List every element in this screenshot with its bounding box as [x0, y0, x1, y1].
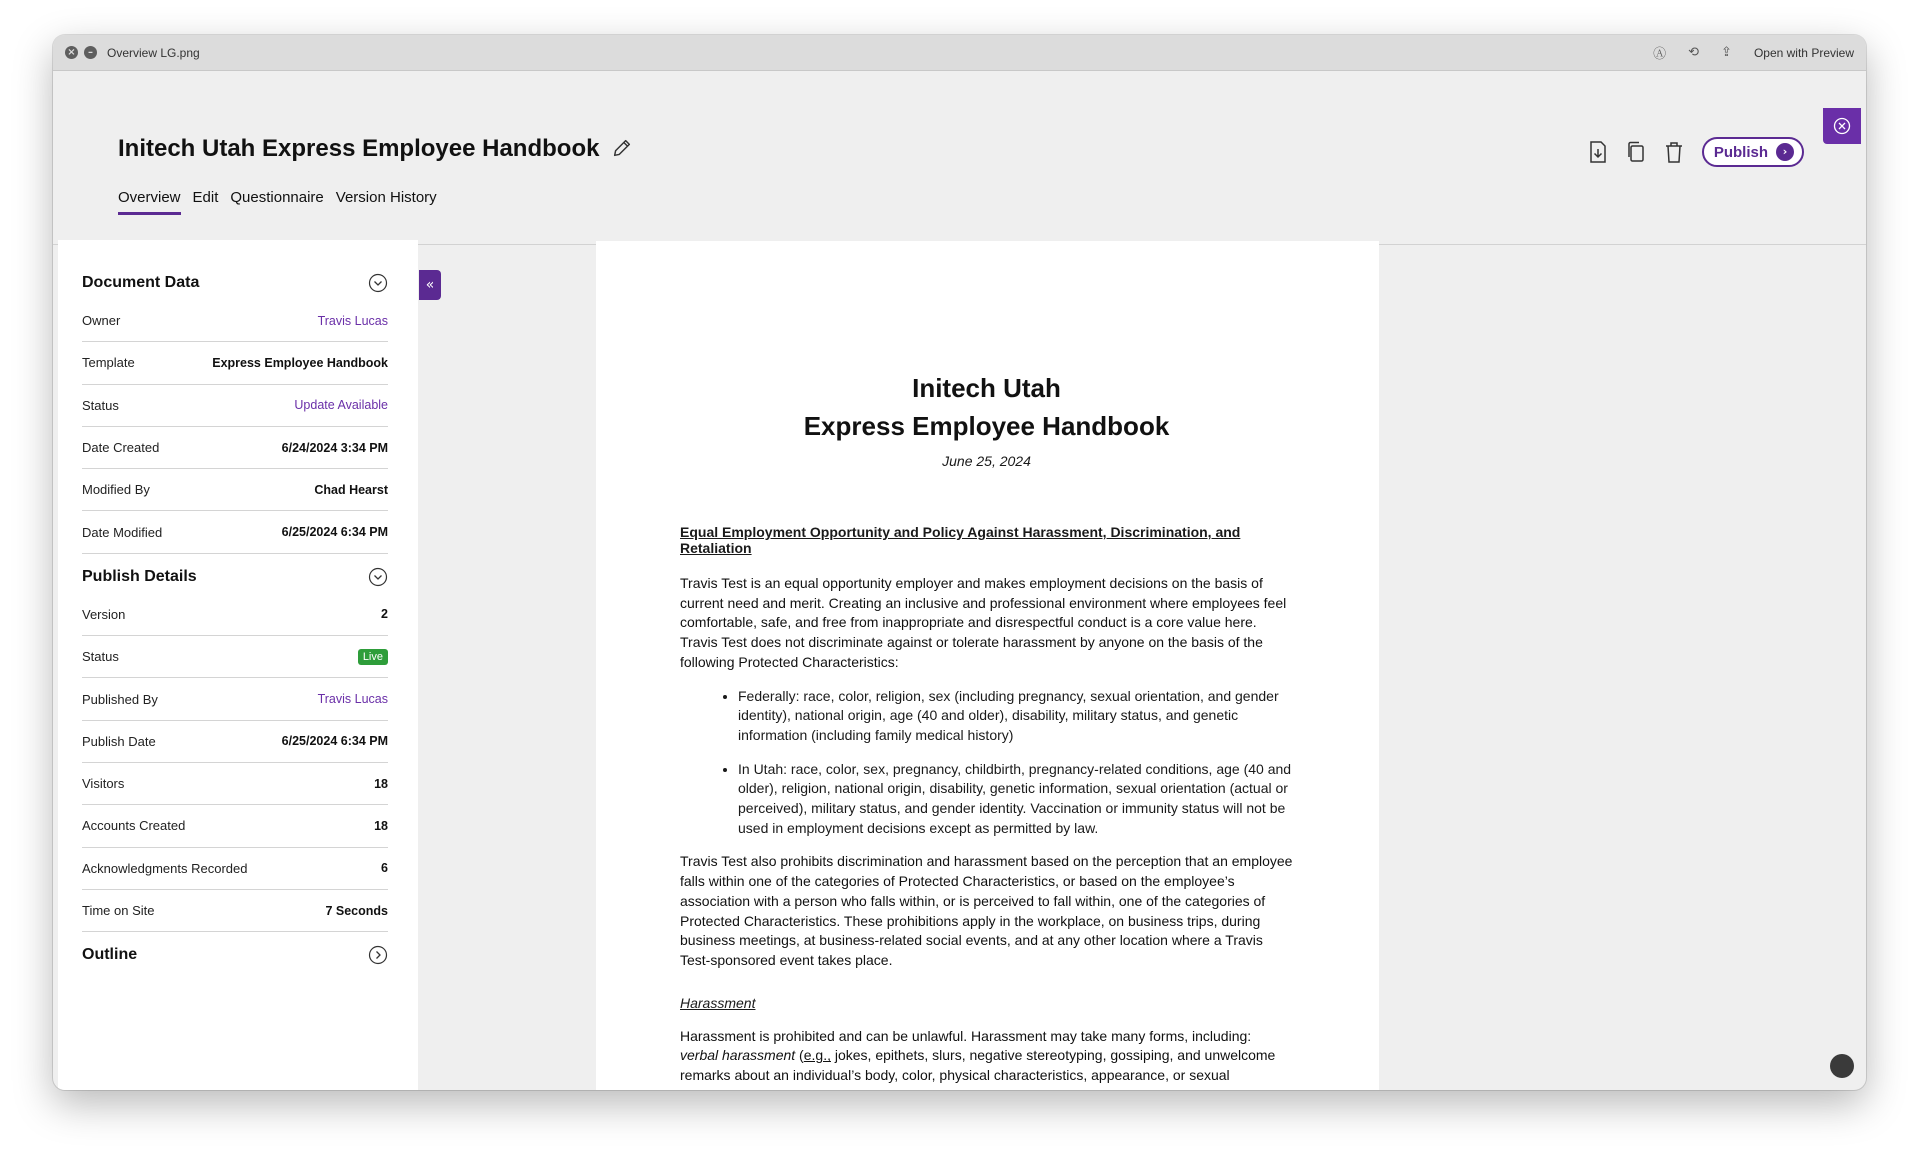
publish-details-header[interactable] — [82, 560, 388, 594]
row-value: 2 — [381, 607, 388, 622]
tab-version-history[interactable]: Version History — [335, 189, 437, 206]
data-row-template — [82, 342, 388, 384]
data-row-date-created — [82, 427, 388, 469]
close-window-icon[interactable]: × — [65, 46, 78, 59]
outline-title: Outline — [82, 946, 138, 964]
row-label: Status — [82, 397, 119, 413]
rotate-icon[interactable]: ⟲ — [1688, 45, 1700, 60]
row-value: Chad Hearst — [314, 482, 388, 497]
preview-paragraph — [680, 1027, 1293, 1086]
window-title: Overview LG.png — [107, 45, 200, 60]
preview-text: jokes, epithets, slurs, negative stereotyping, gossiping, and unwelcome remarks about an individual’s body, color, physical characteristics, appearance, or sexual — [680, 1047, 1276, 1084]
title-bar — [53, 35, 1866, 71]
data-row-status — [82, 385, 388, 427]
publish-row-publish-date — [82, 721, 388, 763]
row-label: Publish Date — [82, 733, 156, 749]
data-row-date-modified — [82, 511, 388, 553]
tab-questionnaire[interactable]: Questionnaire — [230, 189, 324, 206]
chevron-down-icon[interactable] — [368, 567, 388, 587]
row-label: Template — [82, 355, 135, 371]
row-value: Express Employee Handbook — [212, 355, 388, 370]
preview-title — [680, 369, 1293, 445]
tab-edit[interactable]: Edit — [192, 189, 219, 206]
preview-paragraph: Travis Test is an equal opportunity employer and makes employment decisions on the basis of current need and merit. Creating an inclusive and professional environment where employees feel comfortable, safe, and free from inappropriate and disrespectful conduct is a core value here. Travis Test does not discriminate against or tolerate harassment by anyone on the basis of the following Protected Characteristics: — [680, 575, 1287, 670]
preview-italic-text: verbal harassment — [680, 1047, 796, 1064]
tab-overview[interactable]: Overview — [118, 189, 181, 215]
row-label: Date Modified — [82, 524, 163, 540]
publish-row-published-by — [82, 678, 388, 720]
tab-bar — [118, 189, 437, 215]
preview-title-line1: Initech Utah — [912, 373, 1061, 403]
row-label: Accounts Created — [82, 818, 186, 834]
status-badge: Live — [358, 649, 388, 665]
preview-title-line2: Express Employee Handbook — [803, 411, 1170, 441]
app-window — [53, 35, 1866, 1090]
pencil-icon[interactable] — [611, 137, 633, 159]
document-data-title: Document Data — [82, 274, 200, 291]
row-value: 6/25/2024 6:34 PM — [281, 734, 388, 749]
preview-date: June 25, 2024 — [942, 453, 1031, 469]
preview-bullet: • Federally: race, color, religion, sex (including pregnancy, sexual orientation, and gender identity), national origin, age (40 and older), disability, military status, and genetic information (including family medical history) — [738, 687, 1293, 746]
copy-icon[interactable] — [1626, 141, 1646, 163]
preview-bullet-list — [738, 687, 1293, 839]
chevron-right-icon: › — [1776, 143, 1794, 161]
data-row-owner — [82, 300, 388, 342]
publish-label: Publish — [1713, 143, 1768, 161]
owner-link[interactable]: Travis Lucas — [317, 313, 388, 328]
collapse-sidebar-button[interactable]: « — [419, 270, 441, 300]
preview-bullet: • In Utah: race, color, sex, pregnancy, childbirth, pregnancy-related conditions, age (40 and older), religion, national origin, disability, genetic information, sexual orientation (actual or perceived), military status, and gender identity. Vaccination or immunity status will not be used in employment decisions except as permitted by law. — [738, 760, 1293, 839]
markup-icon[interactable]: Ⓐ — [1653, 47, 1667, 62]
row-value: 18 — [374, 818, 388, 833]
row-value: 18 — [374, 776, 388, 791]
chat-icon[interactable] — [1830, 1054, 1854, 1078]
row-value: 7 Seconds — [325, 903, 388, 918]
preview-text: ( — [795, 1047, 804, 1064]
publish-row-version — [82, 594, 388, 636]
row-label: Acknowledgments Recorded — [82, 860, 248, 876]
preview-subheading: Harassment — [680, 994, 756, 1011]
publish-row-time-on-site — [82, 890, 388, 932]
row-label: Modified By — [82, 482, 150, 498]
page-header — [53, 71, 1866, 245]
row-value: 6/24/2024 3:34 PM — [281, 440, 388, 455]
row-label: Date Created — [82, 440, 160, 456]
row-label: Time on Site — [82, 903, 155, 918]
row-label: Published By — [82, 691, 158, 707]
page-title: Initech Utah Express Employee Handbook — [118, 135, 600, 162]
publish-row-status — [82, 636, 388, 678]
trash-icon[interactable] — [1664, 141, 1684, 163]
preview-underline-text: e.g., — [803, 1047, 831, 1064]
preview-text: Harassment is prohibited and can be unlawful. Harassment may take many forms, including: — [680, 1027, 1252, 1044]
publish-button[interactable] — [1702, 137, 1804, 167]
share-icon[interactable]: ⇪ — [1721, 45, 1732, 60]
close-circle-icon — [1833, 117, 1851, 135]
document-sidebar — [58, 240, 418, 1090]
chevron-down-icon[interactable] — [368, 273, 388, 293]
row-label: Owner — [82, 313, 121, 329]
publish-row-acknowledgments — [82, 848, 388, 890]
published-by-link[interactable]: Travis Lucas — [317, 692, 388, 707]
close-panel-button[interactable] — [1823, 108, 1861, 144]
row-label: Status — [82, 649, 119, 665]
row-label: Visitors — [82, 776, 125, 792]
document-preview — [596, 241, 1379, 1090]
data-row-modified-by — [82, 469, 388, 511]
open-with-preview-button[interactable]: Open with Preview — [1753, 45, 1854, 60]
no-entry-icon[interactable]: – — [84, 46, 97, 59]
publish-details-title: Publish Details — [82, 567, 197, 585]
row-label: Version — [82, 606, 126, 622]
chevron-right-icon[interactable] — [368, 945, 388, 965]
publish-row-visitors — [82, 763, 388, 805]
document-data-header[interactable] — [82, 266, 388, 300]
download-icon[interactable] — [1588, 141, 1608, 163]
preview-section-title: Equal Employment Opportunity and Policy Against Harassment, Discrimination, and Retaliation — [680, 524, 1241, 556]
header-actions — [1588, 137, 1804, 167]
publish-row-accounts-created — [82, 805, 388, 847]
row-value: 6/25/2024 6:34 PM — [281, 525, 388, 540]
outline-header[interactable] — [82, 938, 388, 972]
titlebar-tools — [1653, 43, 1854, 62]
row-value: 6 — [381, 861, 388, 876]
update-available-link[interactable]: Update Available — [294, 398, 388, 413]
preview-paragraph: Travis Test also prohibits discrimination and harassment based on the perception that an employee falls within one of the categories of Protected Characteristics, or based on the employee’s association with a person who falls within, or is perceived to fall within, one of the categories of Protected Characteristics. These prohibitions apply in the workplace, on business trips, during business meetings, at business-related social events, and at any other location where a Travis Test-sponsored event takes place. — [680, 853, 1293, 968]
